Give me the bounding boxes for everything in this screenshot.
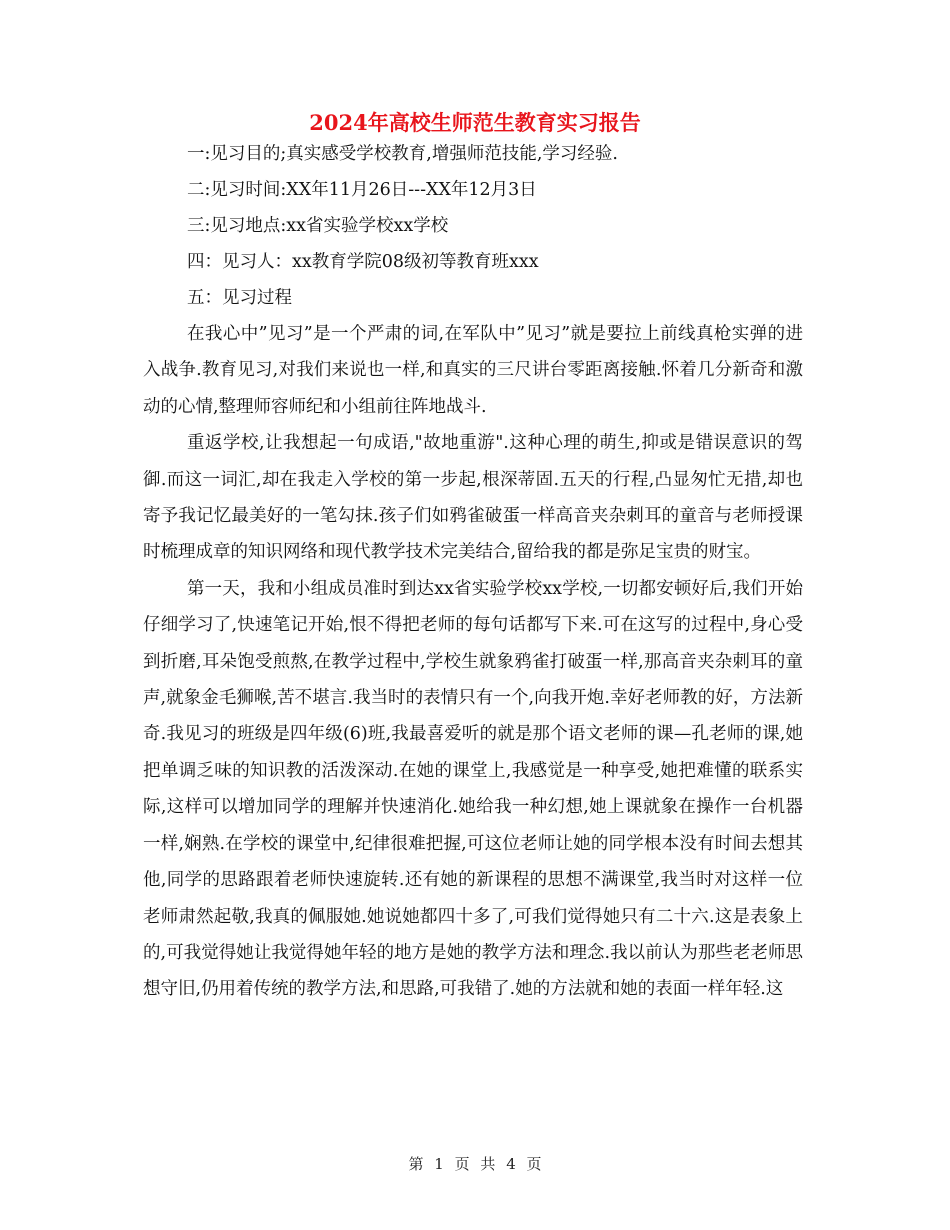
- meta-line-process: 五：见习过程: [187, 288, 292, 308]
- document-body: [143, 136, 803, 1008]
- meta-line-time: 二:见习时间:XX年11月26日---XX年12月3日: [187, 180, 537, 200]
- meta-line-location: 三:见习地点:xx省实验学校xx学校: [187, 216, 449, 236]
- document-title: 2024年高校生师范生教育实习报告: [309, 110, 641, 135]
- footer-total-pages: 4: [506, 1155, 516, 1173]
- footer-page-unit: 页: [454, 1155, 470, 1173]
- footer-total-unit: 页: [526, 1155, 542, 1173]
- footer-total-prefix: 共: [480, 1155, 496, 1173]
- paragraph-2: 重返学校,让我想起一句成语,"故地重游".这种心理的萌生,抑或是错误意识的驾御.而这一词汇,却在我走入学校的第一步起,根深蒂固.五天的行程,凸显匆忙无措,却也寄予我记忆最美好的一笔勾抹.孩子们如鸦雀破蛋一样高音夹杂刺耳的童音与老师授课时梳理成章的知识网络和现代教学技术完美结合,留给我的都是弥足宝贵的财宝。: [143, 433, 803, 563]
- paragraph-3: 第一天，我和小组成员准时到达xx省实验学校xx学校,一切都安顿好后,我们开始仔细学习了,快速笔记开始,恨不得把老师的每句话都写下来.可在这写的过程中,身心受到折磨,耳朵饱受煎熬,在教学过程中,学校生就象鸦雀打破蛋一样,那高音夹杂刺耳的童声,就象金毛狮喉,苦不堪言.我当时的表情只有一个,向我开炮.幸好老师教的好，方法新奇.我见习的班级是四年级(6)班,我最喜爱听的就是那个语文老师的课—孔老师的课,她把单调乏味的知识教的活泼深动.在她的课堂上,我感觉是一种享受,她把难懂的联系实际,这样可以增加同学的理解并快速消化.她给我一种幻想,她上课就象在操作一台机器一样,娴熟.在学校的课堂中,纪律很难把握,可这位老师让她的同学根本没有时间去想其他,同学的思路跟着老师快速旋转.还有她的新课程的思想不满课堂,我当时对这样一位老师肃然起敬,我真的佩服她.她说她都四十多了,可我们觉得她只有二十六.这是表象上的,可我觉得她让我觉得她年轻的地方是她的教学方法和理念.我以前认为那些老老师思想守旧,仍用着传统的教学方法,和思路,可我错了.她的方法就和她的表面一样年轻.这: [143, 578, 803, 1000]
- page-footer: [0, 1152, 950, 1176]
- meta-line-purpose: 一:见习目的;真实感受学校教育,增强师范技能,学习经验.: [187, 144, 618, 164]
- footer-prefix: 第: [408, 1155, 424, 1173]
- paragraph-1: 在我心中”见习”是一个严肃的词,在军队中”见习”就是要拉上前线真枪实弹的进入战争.教育见习,对我们来说也一样,和真实的三尺讲台零距离接触.怀着几分新奇和激动的心情,整理师容师纪和小组前往阵地战斗.: [143, 324, 803, 417]
- footer-current-page: 1: [434, 1155, 444, 1173]
- meta-line-person: 四：见习人：xx教育学院08级初等教育班xxx: [187, 252, 539, 272]
